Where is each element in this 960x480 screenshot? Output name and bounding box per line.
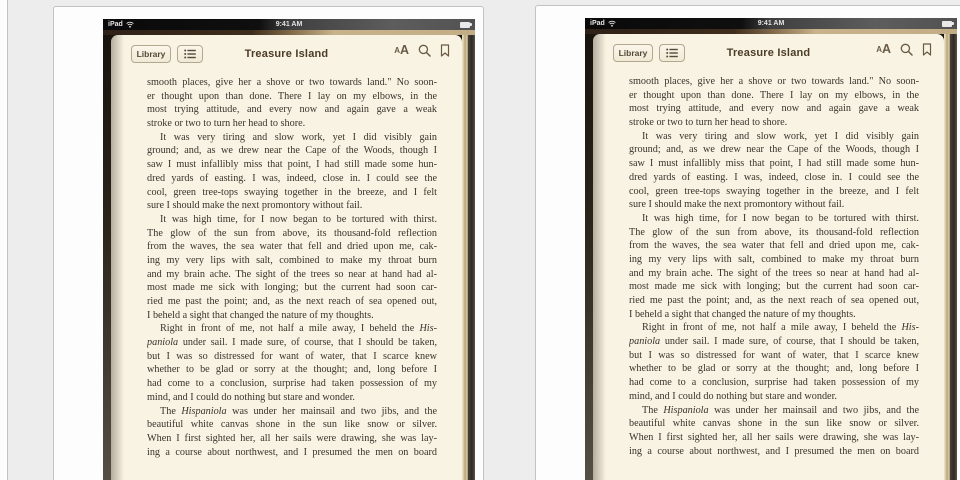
text-line: saw I must infallibly miss that point, I had still made some hun- — [147, 159, 437, 171]
text-line: most made me sick with longing; but the current had soon car- — [147, 282, 437, 294]
font-size-button[interactable]: A A — [394, 43, 409, 57]
text-line: It was very tiring and slow work, yet I did visibly gain — [160, 131, 437, 143]
ipad-screenshot-card-2 — [535, 5, 960, 480]
library-button[interactable]: Library — [613, 44, 653, 62]
text-line: from the waves, the sea water that fell and dried upon me, cak- — [147, 241, 437, 253]
text-line: saw I must infallibly miss that point, I had still made some hun- — [629, 158, 919, 170]
magnifier-icon — [418, 44, 431, 57]
book-page — [111, 35, 462, 480]
text-line: mind, and I could do nothing but stare and wonder. — [629, 390, 837, 402]
text-line: and my brain ache. The sight of the trees so near at hand had al- — [147, 268, 437, 280]
text-line: mind, and I could do nothing but stare and wonder. — [147, 391, 355, 403]
text-line: When I first sighted her, all her sails were drawing, she was lay- — [147, 432, 437, 444]
reader-toolbar — [593, 34, 944, 72]
text-line: It was high time, for I now began to be tortured with thirst. — [160, 213, 437, 225]
battery-icon — [942, 21, 954, 27]
text-line: had come to a conclusion, surprise had taken possession of my — [629, 377, 919, 389]
text-line: dred yards of easting. I was, indeed, close in. I could see the — [629, 171, 919, 183]
book-title: Treasure Island — [726, 47, 811, 59]
screen-right-edge — [468, 35, 475, 480]
bookmark-icon — [922, 43, 932, 56]
ipad-screenshot-card-1 — [53, 6, 484, 480]
text-line: and my brain ache. The sight of the trees so near at hand had al- — [629, 267, 919, 279]
text-size-icon: A — [876, 45, 882, 54]
text-line: ing a course about northwest, and I presumed the men on board — [147, 446, 437, 458]
text-line: paniola under sail. I made sure, of course, that I should be taken, — [147, 337, 437, 349]
text-line: paniola under sail. I made sure, of course, that I should be taken, — [629, 336, 919, 348]
text-line: er thought upon than done. There I lay on my elbows, in the — [147, 90, 437, 102]
text-line: most trying attitude, and every now and again gave a weak — [629, 103, 919, 115]
text-line: The glow of the sun from above, its thousand-fold reflection — [629, 226, 919, 238]
text-size-icon: A — [394, 46, 400, 55]
bookmark-icon — [440, 44, 450, 57]
text-line: The Hispaniola was under her mainsail and two jibs, and the — [160, 405, 437, 417]
text-line: When I first sighted her, all her sails were drawing, she was lay- — [629, 431, 919, 443]
reader-toolbar — [111, 35, 462, 73]
text-line: most trying attitude, and every now and again gave a weak — [147, 104, 437, 116]
text-line: er thought upon than done. There I lay on my elbows, in the — [629, 89, 919, 101]
text-line: It was high time, for I now began to be tortured with thirst. — [642, 212, 919, 224]
text-line: smooth places, give her a shove or two towards land." No soon- — [147, 77, 437, 88]
magnifier-icon — [900, 43, 913, 56]
ipad-screen — [585, 18, 957, 480]
text-line: ing my very lips with salt, combined to make my throat burn — [629, 253, 919, 265]
book-text — [147, 76, 437, 480]
text-line: Right in front of me, not half a mile away, I beheld the His- — [642, 322, 919, 334]
screen-right-edge — [950, 34, 957, 480]
text-line: cool, green tree-tops swaying together in the breeze, and I felt — [629, 185, 919, 197]
text-line: I beheld a sight that changed the nature of my thoughts. — [147, 309, 374, 321]
text-line: Right in front of me, not half a mile away, I beheld the His- — [160, 323, 437, 335]
clock: 9:41 AM — [275, 21, 303, 28]
text-line: The Hispaniola was under her mainsail and two jibs, and the — [642, 404, 919, 416]
carrier-label: iPad — [590, 20, 605, 27]
search-button[interactable] — [418, 44, 431, 57]
text-line: stroke or two to turn her head to shore. — [147, 118, 306, 130]
library-button[interactable]: Library — [131, 45, 171, 63]
book-text — [629, 75, 919, 480]
clock: 9:41 AM — [757, 20, 785, 27]
battery-icon — [460, 22, 472, 28]
font-size-button[interactable]: A A — [876, 42, 891, 56]
text-line: The glow of the sun from above, its thousand-fold reflection — [147, 227, 437, 239]
text-line: beautiful white canvas shone in the sun like snow or silver. — [629, 418, 919, 430]
text-line: sure I should make the next promontory without fail. — [629, 199, 845, 211]
text-line: most made me sick with longing; but the current had soon car- — [629, 281, 919, 293]
text-line: dred yards of easting. I was, indeed, close in. I could see the — [147, 172, 437, 184]
text-line: but I was so distressed for want of water, that I scarce knew — [147, 350, 437, 362]
text-line: smooth places, give her a shove or two towards land." No soon- — [629, 76, 919, 87]
bookmark-button[interactable] — [440, 44, 450, 57]
text-line: I beheld a sight that changed the nature of my thoughts. — [629, 308, 856, 320]
status-bar — [585, 18, 957, 29]
bookmark-button[interactable] — [922, 43, 932, 56]
text-line: ing a course about northwest, and I presumed the men on board — [629, 445, 919, 457]
text-line: but I was so distressed for want of water, that I scarce knew — [629, 349, 919, 361]
book-page — [593, 34, 944, 480]
text-line: whether to be glad or sorry at the thought; and, long before I — [147, 364, 437, 376]
carrier-label: iPad — [108, 21, 123, 28]
book-title: Treasure Island — [244, 48, 329, 60]
text-line: cool, green tree-tops swaying together in the breeze, and I felt — [147, 186, 437, 198]
text-line: sure I should make the next promontory without fail. — [147, 200, 363, 212]
text-line: ried me past the point; and, as the next reach of sea opened out, — [629, 295, 919, 306]
text-line: ground; and, as we drew near the Cape of the Woods, though I — [629, 144, 919, 156]
text-line: ing my very lips with salt, combined to make my throat burn — [147, 254, 437, 266]
search-button[interactable] — [900, 43, 913, 56]
status-bar — [103, 19, 475, 30]
previous-screenshot-edge — [0, 0, 8, 480]
ipad-screen — [103, 19, 475, 480]
text-line: had come to a conclusion, surprise had taken possession of my — [147, 378, 437, 390]
text-line: ried me past the point; and, as the next reach of sea opened out, — [147, 296, 437, 307]
text-line: ground; and, as we drew near the Cape of the Woods, though I — [147, 145, 437, 157]
text-line: stroke or two to turn her head to shore. — [629, 117, 788, 129]
text-line: whether to be glad or sorry at the thought; and, long before I — [629, 363, 919, 375]
text-line: beautiful white canvas shone in the sun like snow or silver. — [147, 419, 437, 431]
text-line: It was very tiring and slow work, yet I did visibly gain — [642, 130, 919, 142]
text-line: from the waves, the sea water that fell and dried upon me, cak- — [629, 240, 919, 252]
